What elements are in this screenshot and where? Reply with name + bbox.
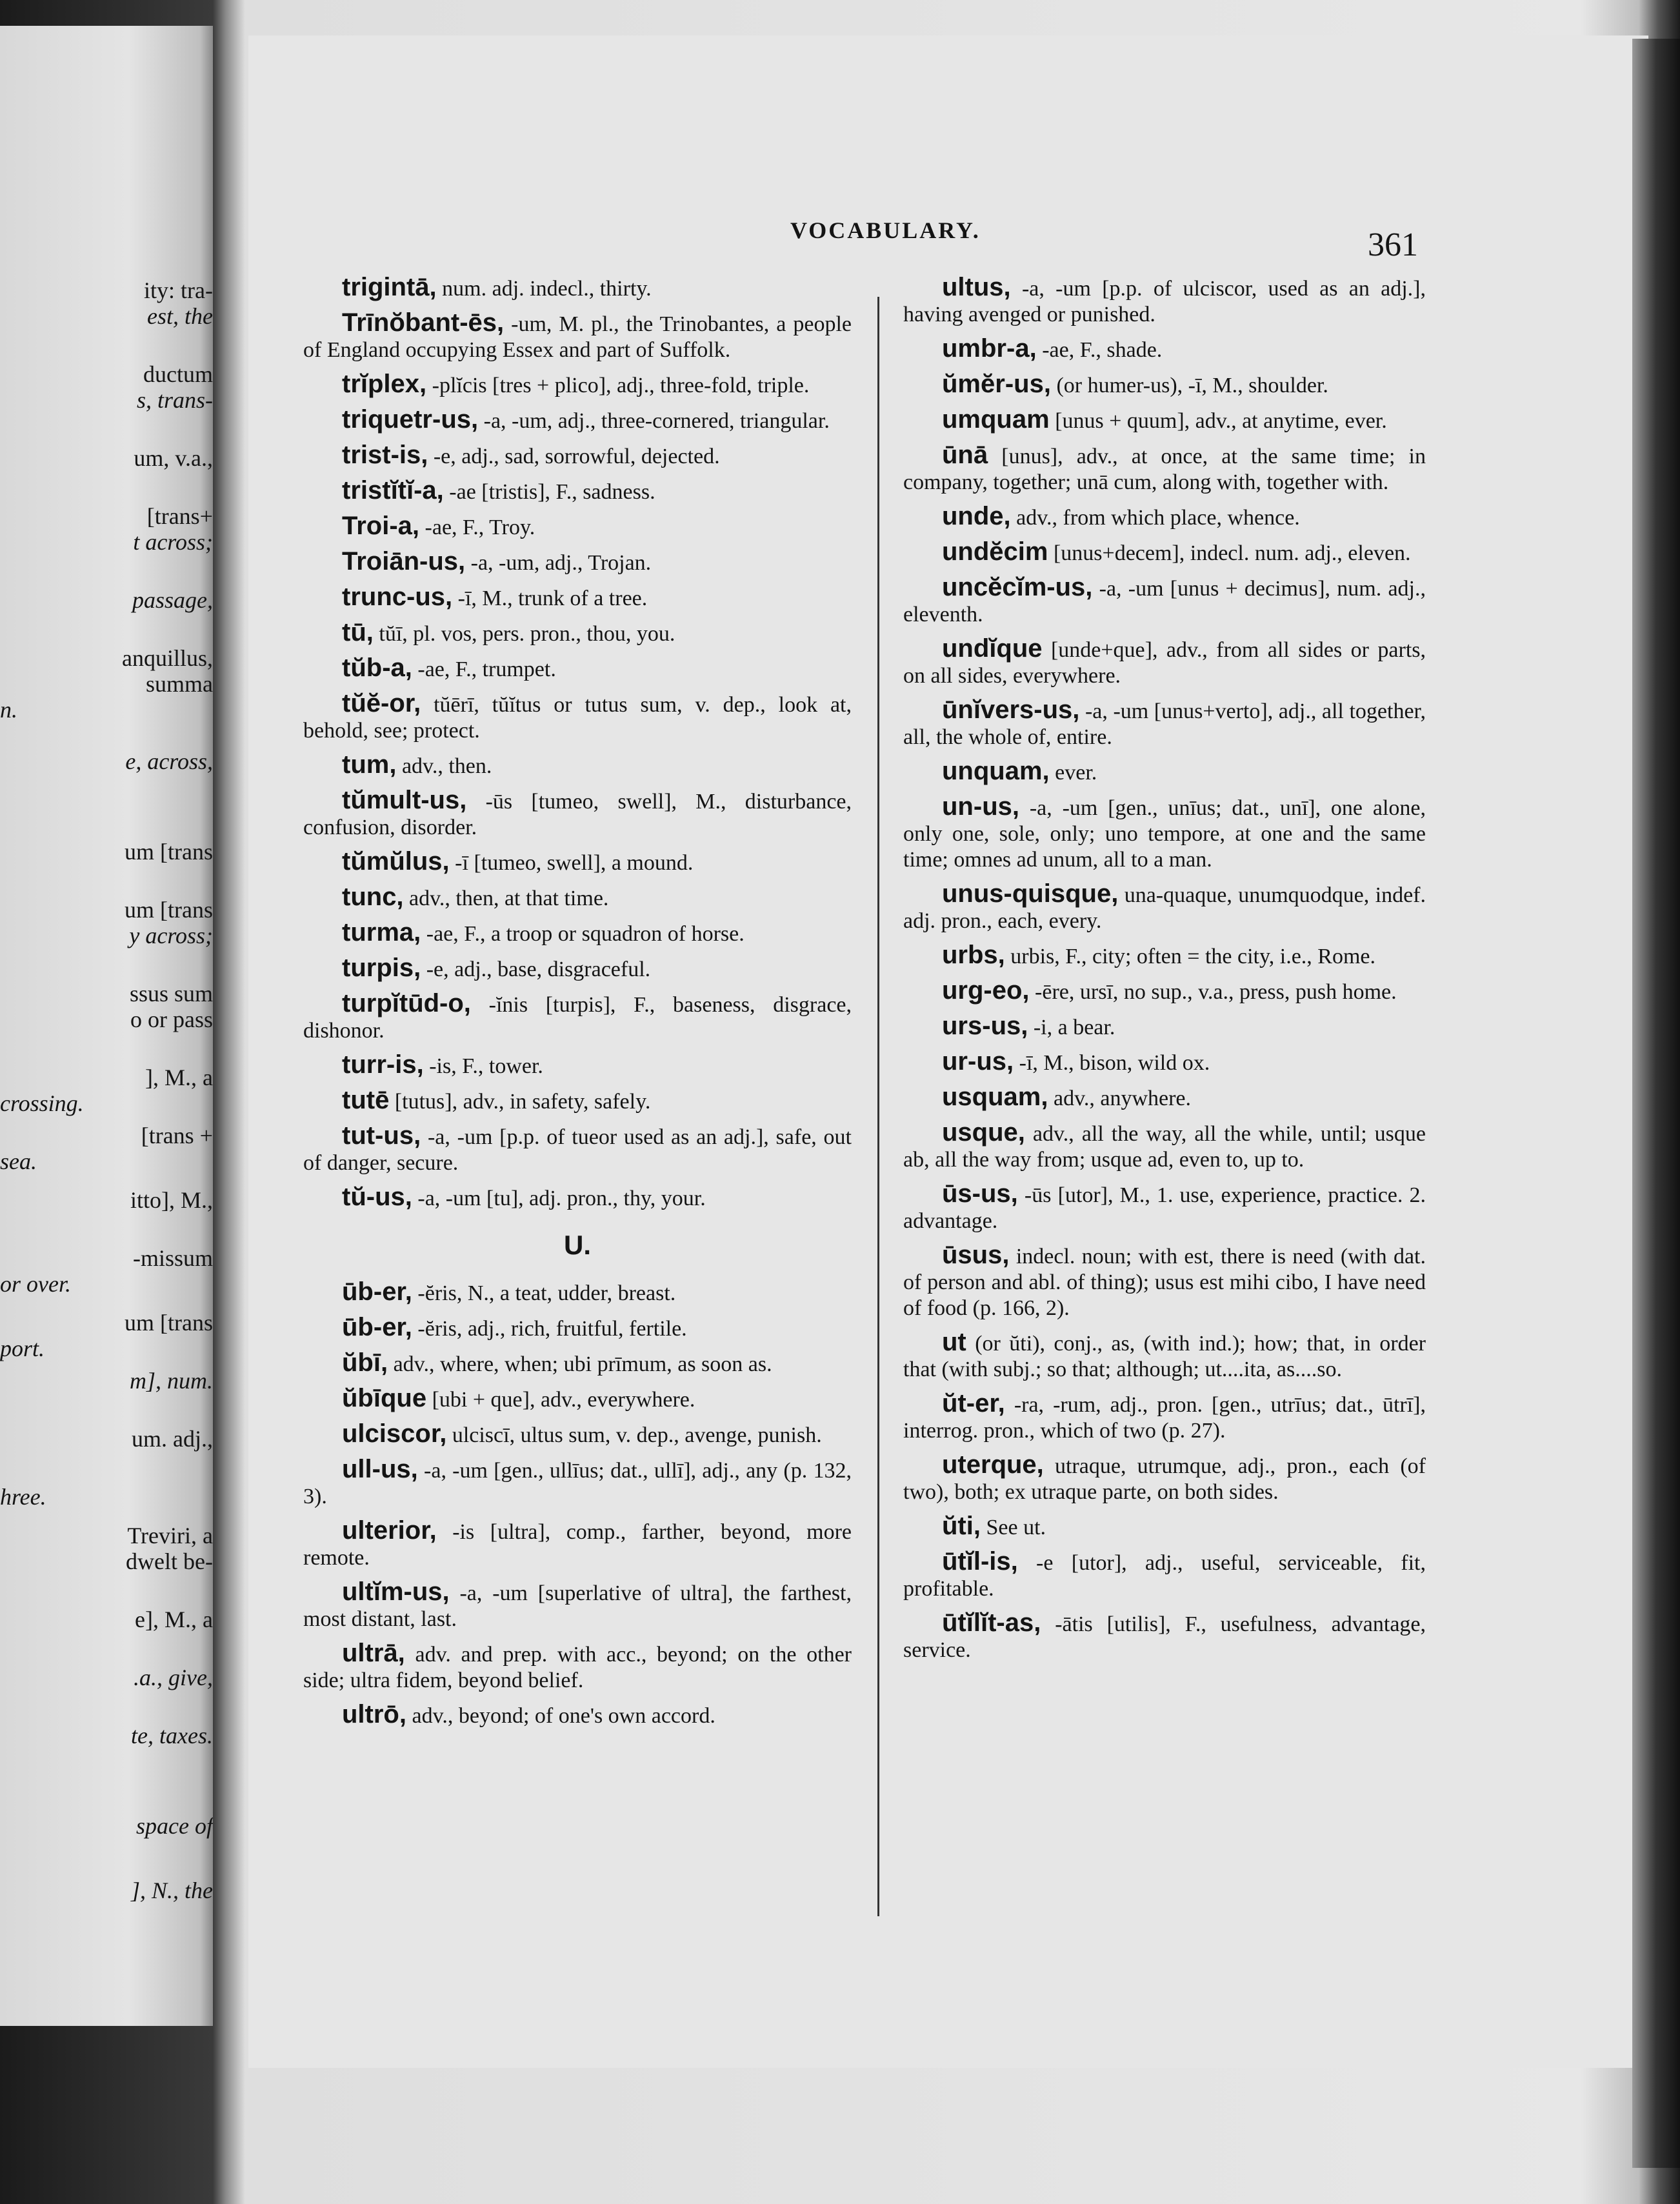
- dictionary-entry: [903, 1610, 1426, 1663]
- entry-headword: turpĭtūd-o,: [342, 989, 471, 1017]
- entry-definition: indecl. noun; with est, there is need (with dat. of person and abl. of thing); usus est mihi cibo, I have need of food (p. 166, 2).: [903, 1245, 1426, 1320]
- entry-headword: ulterior,: [342, 1516, 437, 1545]
- entry-definition: -a, -um, adj., Trojan.: [465, 551, 652, 575]
- fragment-line: te, taxes.: [131, 1723, 213, 1748]
- entry-headword: ŭbī,: [342, 1348, 388, 1377]
- entry-definition: -ēre, ursī, no sup., v.a., press, push home.: [1029, 980, 1397, 1004]
- entry-definition: [unus+decem], indecl. num. adj., eleven.: [1048, 541, 1411, 565]
- dictionary-entry: [303, 513, 852, 541]
- entry-headword: ūnā: [942, 441, 988, 469]
- entry-definition: -is [ultra], comp., farther, beyond, more remote.: [303, 1520, 852, 1570]
- dictionary-entry: [303, 787, 852, 841]
- section-letter: U.: [564, 1230, 591, 1260]
- dictionary-entry: [903, 636, 1426, 689]
- running-head: VOCABULARY.: [790, 217, 981, 243]
- fragment-line: ], N., the: [130, 1878, 213, 1903]
- dictionary-entry: [303, 1123, 852, 1176]
- dictionary-entry: [303, 548, 852, 576]
- fragment-line: y across;: [129, 923, 213, 948]
- dictionary-entry: [303, 371, 852, 399]
- entry-definition: -e [utor], adj., useful, serviceable, fit, profitable.: [903, 1551, 1426, 1601]
- dictionary-entry: [303, 690, 852, 744]
- entry-headword: unquam,: [942, 757, 1050, 785]
- entry-definition: una-quaque, unumquodque, indef. adj. pron., each, every.: [903, 883, 1426, 933]
- entry-headword: umquam: [942, 405, 1050, 434]
- entry-headword: usquam,: [942, 1083, 1048, 1111]
- entry-headword: turpis,: [342, 954, 421, 982]
- entry-headword: Trīnŏbant-ēs,: [342, 308, 505, 337]
- entry-definition: num. adj. indecl., thirty.: [436, 277, 652, 301]
- dictionary-entry: [303, 848, 852, 876]
- entry-headword: usque,: [942, 1118, 1025, 1147]
- page-number: 361: [1368, 226, 1418, 263]
- entry-definition: adv., anywhere.: [1048, 1087, 1192, 1110]
- entry-headword: urbs,: [942, 941, 1005, 969]
- entry-definition: ulciscī, ultus sum, v. dep., avenge, punish.: [446, 1423, 822, 1447]
- entry-headword: tum,: [342, 750, 397, 779]
- fragment-line: ssus sum: [129, 981, 213, 1007]
- entry-definition: -i, a bear.: [1028, 1016, 1115, 1039]
- fragment-line: um, v.a.,: [134, 445, 213, 471]
- entry-headword: trist-is,: [342, 441, 428, 469]
- entry-definition: adv., all the way, all the while, until; usque ab, all the way from; usque ad, even to, up to.: [903, 1122, 1426, 1172]
- fragment-line: dwelt be-: [126, 1548, 213, 1574]
- entry-definition: -plĭcis [tres + plico], adj., three-fold, triple.: [426, 374, 810, 397]
- dictionary-entry: [303, 274, 852, 302]
- entry-definition: adv., where, when; ubi prīmum, as soon as.: [388, 1352, 772, 1376]
- entry-headword: ut: [942, 1328, 966, 1356]
- entry-headword: tŭĕ-or,: [342, 689, 421, 717]
- dictionary-entry: [903, 758, 1426, 786]
- entry-definition: -ae, F., Troy.: [419, 516, 535, 539]
- fragment-line: itto], M.,: [130, 1187, 213, 1213]
- entry-definition: -a, -um [gen., ullīus; dat., ullī], adj., any (p. 132, 3).: [303, 1459, 852, 1508]
- entry-definition: tŭērī, tŭĭtus or tutus sum, v. dep., look at, behold, see; protect.: [303, 693, 852, 743]
- entry-headword: undĕcim: [942, 537, 1048, 566]
- entry-definition: -a, -um [unus + decimus], num. adj., eleventh.: [903, 577, 1426, 626]
- entry-headword: ŭbīque: [342, 1384, 427, 1412]
- entry-definition: adv., then.: [396, 754, 492, 778]
- fragment-line: sea.: [0, 1148, 37, 1174]
- entry-definition: [unus + quum], adv., at anytime, ever.: [1049, 409, 1387, 433]
- dictionary-entry: [903, 1119, 1426, 1173]
- fragment-line: passage,: [132, 587, 213, 613]
- fragment-line: um [trans: [125, 1310, 213, 1336]
- entry-headword: tunc,: [342, 883, 404, 911]
- dictionary-entry: [303, 1184, 852, 1212]
- entry-definition: -ra, -rum, adj., pron. [gen., utrīus; dat., ūtrī], interrog. pron., which of two (p. 27).: [903, 1393, 1426, 1443]
- fragment-line: n.: [0, 697, 17, 723]
- dictionary-entry: [903, 1548, 1426, 1602]
- dictionary-entry: [903, 697, 1426, 750]
- entry-definition: tŭī, pl. vos, pers. pron., thou, you.: [373, 622, 675, 646]
- dictionary-entry: [903, 1242, 1426, 1321]
- entry-definition: -ĭnis [turpis], F., baseness, disgrace, dishonor.: [303, 993, 852, 1043]
- fragment-line: crossing.: [0, 1090, 84, 1116]
- dictionary-entry: [903, 336, 1426, 363]
- dictionary-entry: [303, 955, 852, 983]
- dictionary-entry: [303, 1087, 852, 1115]
- fragment-line: .a., give,: [134, 1665, 213, 1690]
- fragment-line: hree.: [0, 1484, 46, 1510]
- dictionary-entry: [903, 406, 1426, 434]
- fragment-line: ity: tra-: [144, 277, 213, 303]
- dictionary-entry: [303, 884, 852, 912]
- dictionary-entry: [903, 371, 1426, 399]
- fragment-line: um [trans: [125, 897, 213, 923]
- dictionary-entry: [903, 574, 1426, 628]
- dictionary-entry: [303, 1350, 852, 1378]
- dictionary-entry: [303, 442, 852, 470]
- dictionary-entry: [303, 1640, 852, 1694]
- entry-headword: trigintā,: [342, 273, 437, 301]
- entry-definition: -ī, M., bison, wild ox.: [1014, 1051, 1210, 1075]
- dictionary-entry: [903, 881, 1426, 934]
- entry-definition: -a, -um [p.p. of tueor used as an adj.], safe, out of danger, secure.: [303, 1125, 852, 1175]
- entry-definition: -ūs [tumeo, swell], M., disturbance, confusion, disorder.: [303, 790, 852, 839]
- entry-definition: (or humer-us), -ī, M., shoulder.: [1050, 374, 1328, 397]
- entry-definition: [unus], adv., at once, at the same time; in company, together; unā cum, along with, together with.: [903, 445, 1426, 494]
- fragment-line: est, the: [147, 303, 213, 329]
- entry-definition: -a, -um [gen., unīus; dat., unī], one alone, only one, sole, only; uno tempore, at one and the same time; omnes ad unum, all to a man.: [903, 796, 1426, 872]
- dictionary-entry: [303, 919, 852, 947]
- entry-definition: adv. and prep. with acc., beyond; on the other side; ultra fidem, beyond belief.: [303, 1643, 852, 1692]
- dictionary-entry: [303, 1456, 852, 1510]
- entry-headword: ur-us,: [942, 1047, 1014, 1076]
- dictionary-entry: [903, 794, 1426, 873]
- dictionary-entry: [903, 539, 1426, 566]
- entry-definition: -ae, F., shade.: [1036, 338, 1163, 362]
- dictionary-entry: [303, 310, 852, 363]
- entry-definition: -ī, M., trunk of a tree.: [452, 586, 648, 610]
- entry-definition: -a, -um [tu], adj. pron., thy, your.: [412, 1187, 706, 1210]
- entry-headword: urg-eo,: [942, 976, 1030, 1005]
- entry-definition: -um, M. pl., the Trinobantes, a people of England occupying Essex and part of Suffolk.: [303, 312, 852, 362]
- entry-headword: triquetr-us,: [342, 405, 479, 434]
- left-column: [303, 274, 852, 1737]
- dictionary-entry: [303, 990, 852, 1044]
- entry-definition: -a, -um [p.p. of ulciscor, used as an adj.], having avenged or punished.: [903, 277, 1426, 326]
- entry-headword: ŭt-er,: [942, 1389, 1005, 1418]
- dictionary-entry: [903, 442, 1426, 496]
- entry-definition: -e, adj., base, disgraceful.: [421, 957, 651, 981]
- entry-definition: -is, F., tower.: [423, 1054, 543, 1078]
- dictionary-entry: [903, 274, 1426, 328]
- fragment-line: e], M., a: [135, 1607, 213, 1632]
- dictionary-entry: [903, 1048, 1426, 1076]
- entry-definition: -ae, F., a troop or squadron of horse.: [421, 922, 745, 946]
- entry-definition: -ĕris, N., a teat, udder, breast.: [412, 1281, 676, 1305]
- fragment-line: t across;: [133, 529, 213, 555]
- dictionary-entry: [903, 1513, 1426, 1541]
- entry-definition: (or ŭti), conj., as, (with ind.); how; that, in order that (with subj.; so that; although; ut....ita, as....so.: [903, 1332, 1426, 1381]
- entry-definition: [unde+que], adv., from all sides or parts, on all sides, everywhere.: [903, 638, 1426, 688]
- fragment-line: s, trans-: [136, 387, 213, 413]
- dictionary-entry: [303, 477, 852, 505]
- entry-definition: -ae [tristis], F., sadness.: [443, 480, 655, 504]
- dictionary-entry: [303, 1314, 852, 1342]
- entry-headword: ull-us,: [342, 1455, 418, 1483]
- entry-headword: tut-us,: [342, 1121, 421, 1150]
- dictionary-entry: [903, 1452, 1426, 1505]
- entry-headword: un-us,: [942, 792, 1019, 821]
- dictionary-entry: [303, 1579, 852, 1632]
- fragment-line: port.: [0, 1336, 45, 1361]
- page-edge-shadow: [1632, 39, 1680, 2168]
- entry-headword: tŭb-a,: [342, 654, 412, 682]
- entry-definition: adv., then, at that time.: [403, 887, 609, 910]
- entry-headword: tū,: [342, 618, 374, 646]
- dictionary-entry: [903, 942, 1426, 970]
- dictionary-entry: [903, 1181, 1426, 1234]
- fragment-line: m], num.: [129, 1368, 213, 1394]
- entry-headword: ulciscor,: [342, 1419, 447, 1448]
- dictionary-entry: [303, 619, 852, 647]
- dictionary-entry: [303, 1421, 852, 1448]
- fragment-line: Treviri, a: [127, 1523, 213, 1548]
- entry-headword: ūs-us,: [942, 1179, 1018, 1208]
- entry-headword: ultĭm-us,: [342, 1578, 450, 1606]
- fragment-line: o or pass: [130, 1007, 213, 1032]
- right-column: [903, 274, 1426, 1671]
- entry-headword: tŭmŭlus,: [342, 847, 450, 876]
- entry-definition: adv., from which place, whence.: [1010, 506, 1300, 530]
- dictionary-entry: [303, 1052, 852, 1079]
- entry-headword: trunc-us,: [342, 583, 453, 611]
- entry-headword: tutē: [342, 1086, 390, 1114]
- fragment-line: -missum: [132, 1245, 213, 1271]
- dictionary-entry: [303, 1279, 852, 1307]
- entry-headword: trĭplex,: [342, 370, 427, 398]
- entry-headword: tŭ-us,: [342, 1183, 412, 1211]
- entry-headword: ultrā,: [342, 1639, 405, 1667]
- dictionary-entry: [303, 406, 852, 434]
- dictionary-entry: [303, 1385, 852, 1413]
- entry-definition: -a, -um, adj., three-cornered, triangular.: [478, 409, 830, 433]
- fragment-line: um [trans: [125, 839, 213, 865]
- fragment-line: um. adj.,: [132, 1426, 213, 1452]
- entry-definition: See ut.: [980, 1516, 1046, 1539]
- entry-headword: ūtĭlĭt-as,: [942, 1608, 1041, 1637]
- entry-headword: ŭti,: [942, 1512, 981, 1540]
- entry-headword: umbr-a,: [942, 334, 1037, 363]
- entry-headword: ūnĭvers-us,: [942, 696, 1080, 724]
- entry-definition: [ubi + que], adv., everywhere.: [426, 1388, 695, 1412]
- fragment-line: ], M., a: [145, 1065, 213, 1090]
- fragment-line: [trans+: [146, 503, 213, 529]
- entry-headword: ŭmĕr-us,: [942, 370, 1051, 398]
- fragment-line: [trans +: [141, 1123, 213, 1148]
- entry-headword: undĭque: [942, 634, 1043, 663]
- entry-headword: urs-us,: [942, 1012, 1028, 1040]
- entry-headword: unus-quisque,: [942, 879, 1119, 908]
- entry-definition: adv., beyond; of one's own accord.: [406, 1704, 715, 1728]
- entry-headword: ūb-er,: [342, 1277, 412, 1306]
- entry-definition: ever.: [1049, 761, 1097, 785]
- dictionary-entry: [903, 1084, 1426, 1112]
- entry-definition: -a, -um [unus+verto], adj., all together, all, the whole of, entire.: [903, 699, 1426, 749]
- entry-definition: -e, adj., sad, sorrowful, dejected.: [428, 445, 720, 468]
- entry-headword: ultus,: [942, 273, 1011, 301]
- entry-headword: uncĕcĭm-us,: [942, 573, 1093, 601]
- entry-headword: turma,: [342, 918, 421, 947]
- fragment-line: summa: [146, 671, 213, 697]
- entry-definition: utraque, utrumque, adj., pron., each (of two), both; ex utraque parte, on both sides.: [903, 1454, 1426, 1504]
- dictionary-entry: [903, 1013, 1426, 1041]
- entry-definition: [tutus], adv., in safety, safely.: [389, 1090, 651, 1114]
- entry-definition: -ūs [utor], M., 1. use, experience, practice. 2. advantage.: [903, 1183, 1426, 1233]
- dictionary-entry: [903, 1329, 1426, 1383]
- entry-headword: uterque,: [942, 1450, 1044, 1479]
- entry-definition: -a, -um [superlative of ultra], the farthest, most distant, last.: [303, 1581, 852, 1631]
- entry-definition: urbis, F., city; often = the city, i.e., Rome.: [1005, 945, 1376, 968]
- entry-definition: -ae, F., trumpet.: [412, 657, 556, 681]
- dictionary-entry: [903, 977, 1426, 1005]
- entry-headword: ūsus,: [942, 1241, 1010, 1269]
- entry-definition: -ī [tumeo, swell], a mound.: [449, 851, 694, 875]
- fragment-line: ductum: [143, 361, 213, 387]
- fragment-line: anquillus,: [122, 645, 213, 671]
- column-rule: [877, 297, 879, 1916]
- entry-headword: Troi-a,: [342, 512, 420, 540]
- fragment-line: e, across,: [125, 748, 213, 774]
- entry-headword: turr-is,: [342, 1050, 424, 1079]
- entry-headword: tŭmult-us,: [342, 786, 467, 814]
- entry-definition: -ĕris, adj., rich, fruitful, fertile.: [412, 1317, 687, 1341]
- dictionary-entry: [303, 655, 852, 683]
- dictionary-entry: [303, 752, 852, 779]
- entry-headword: ūtĭl-is,: [942, 1547, 1018, 1576]
- facing-page-fragment: [0, 26, 213, 2026]
- entry-headword: ūb-er,: [342, 1313, 412, 1341]
- entry-headword: ultrō,: [342, 1700, 406, 1728]
- dictionary-entry: [303, 584, 852, 612]
- dictionary-entry: [303, 1701, 852, 1729]
- entry-definition: -ātis [utilis], F., usefulness, advantage, service.: [903, 1612, 1426, 1662]
- fragment-line: or over.: [0, 1271, 71, 1297]
- dictionary-entry: [303, 1518, 852, 1571]
- dictionary-entry: [903, 1390, 1426, 1444]
- dictionary-entry: [903, 503, 1426, 531]
- entry-headword: Troiān-us,: [342, 547, 466, 576]
- entry-headword: unde,: [942, 502, 1011, 530]
- entry-headword: tristĭtĭ-a,: [342, 476, 444, 505]
- fragment-line: space of: [136, 1813, 213, 1839]
